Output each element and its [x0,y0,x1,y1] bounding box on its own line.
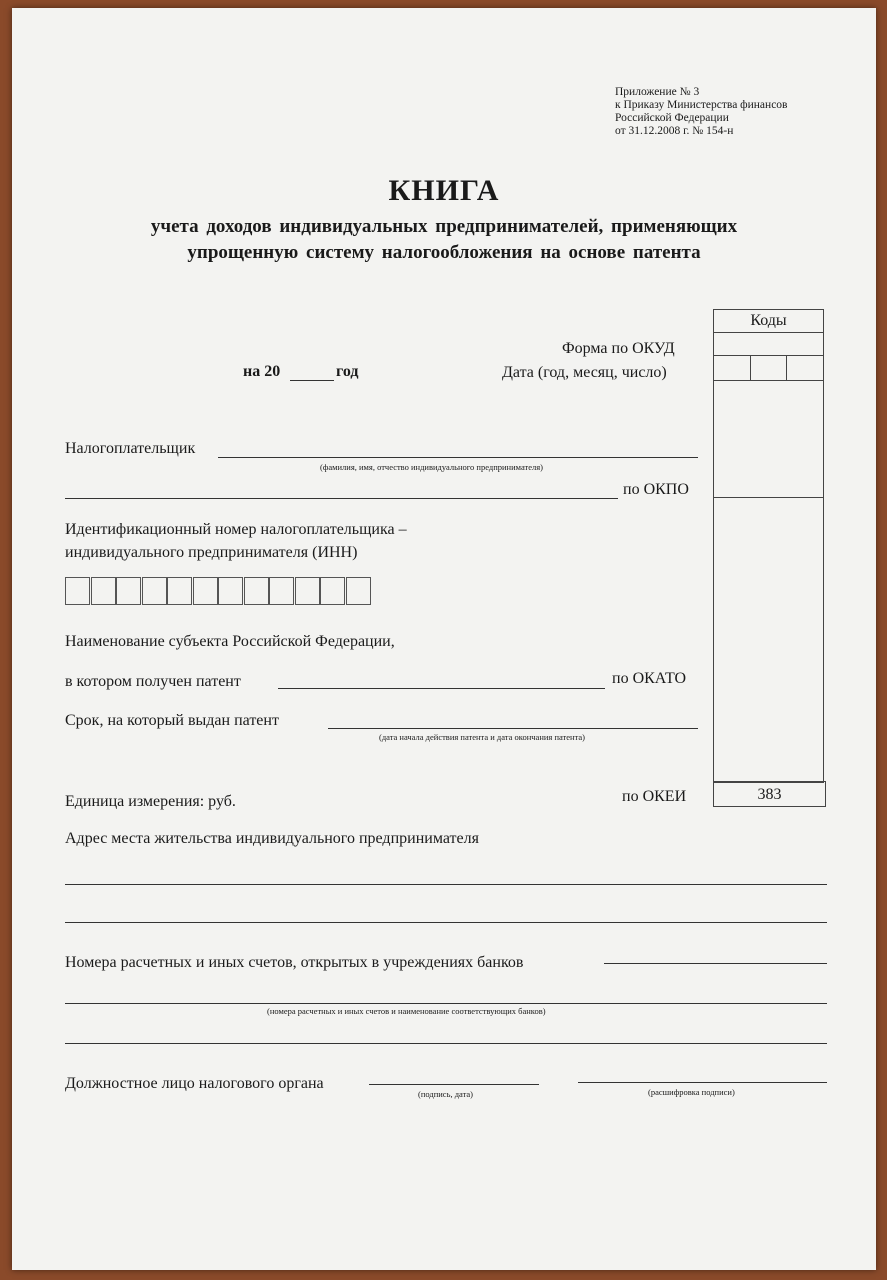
accounts-field-line-1[interactable] [604,963,827,964]
date-cell-divider [750,355,751,380]
date-label: Дата (год, месяц, число) [502,364,667,381]
inn-digit-cell[interactable] [65,577,90,605]
year-field[interactable] [290,380,334,381]
date-cell-divider [786,355,787,380]
codes-divider [713,497,824,498]
document-page [12,8,876,1270]
inn-digit-cell[interactable] [295,577,320,605]
decode-hint: (расшифровка подписи) [648,1087,735,1097]
inn-digit-cell[interactable] [167,577,192,605]
accounts-hint: (номера расчетных и иных счетов и наименование соответствующих банков) [267,1006,546,1016]
accounts-label: Номера расчетных и иных счетов, открытых в учреждениях банков [65,954,524,971]
region-label-line-1: Наименование субъекта Российской Федерации, [65,633,395,650]
year-suffix: год [336,363,359,380]
address-field-line-2[interactable] [65,922,827,923]
okpo-label: по ОКПО [623,481,689,498]
inn-digit-cell[interactable] [346,577,371,605]
inn-label-line-2: индивидуального предпринимателя (ИНН) [65,544,358,561]
subtitle-line-1: учета доходов индивидуальных предпринимателей, применяющих [150,216,738,237]
accounts-field-line-2[interactable] [65,1003,827,1004]
inn-digit-cell[interactable] [320,577,345,605]
inn-label-line-1: Идентификационный номер налогоплательщика – [65,521,407,538]
address-label: Адрес места жительства индивидуального предпринимателя [65,830,479,847]
okud-label: Форма по ОКУД [562,340,675,357]
inn-digit-cell[interactable] [91,577,116,605]
inn-digit-cell[interactable] [244,577,269,605]
document-title: КНИГА [388,174,500,207]
official-signature-field[interactable] [369,1084,539,1085]
okei-code-value: 383 [757,786,782,803]
appendix-line-4: от 31.12.2008 г. № 154-н [615,125,734,137]
inn-digit-cell[interactable] [193,577,218,605]
okato-label: по ОКАТО [612,670,687,687]
appendix-note [615,86,787,138]
unit-label: Единица измерения: руб. [65,793,236,810]
taxpayer-extra-field[interactable] [65,498,618,499]
inn-digit-cell[interactable] [142,577,167,605]
year-prefix: на 20 [243,363,281,380]
subtitle-line-2: упрощенную систему налогообложения на основе патента [187,242,701,263]
inn-digit-cell[interactable] [116,577,141,605]
codes-divider [713,380,824,381]
inn-digit-cell[interactable] [269,577,294,605]
document-subtitle [12,214,876,266]
term-field[interactable] [328,728,698,729]
okei-label: по ОКЕИ [622,788,687,805]
address-field-line-1[interactable] [65,884,827,885]
official-label: Должностное лицо налогового органа [65,1075,324,1092]
official-name-field[interactable] [578,1082,827,1083]
codes-divider [713,332,824,333]
appendix-line-1: Приложение № 3 [615,86,700,98]
signature-hint: (подпись, дата) [418,1089,474,1099]
accounts-field-line-3[interactable] [65,1043,827,1044]
term-hint: (дата начала действия патента и дата окончания патента) [379,732,586,742]
taxpayer-hint: (фамилия, имя, отчество индивидуального предпринимателя) [320,462,543,472]
appendix-line-3: Российской Федерации [615,112,729,124]
codes-header: Коды [750,312,787,329]
appendix-line-2: к Приказу Министерства финансов [615,99,788,111]
taxpayer-name-field[interactable] [218,457,698,458]
inn-digit-cell[interactable] [218,577,243,605]
region-field[interactable] [278,688,605,689]
codes-divider [713,355,824,356]
region-label-line-2: в котором получен патент [65,673,241,690]
term-label: Срок, на который выдан патент [65,712,279,729]
taxpayer-label: Налогоплательщик [65,440,196,457]
